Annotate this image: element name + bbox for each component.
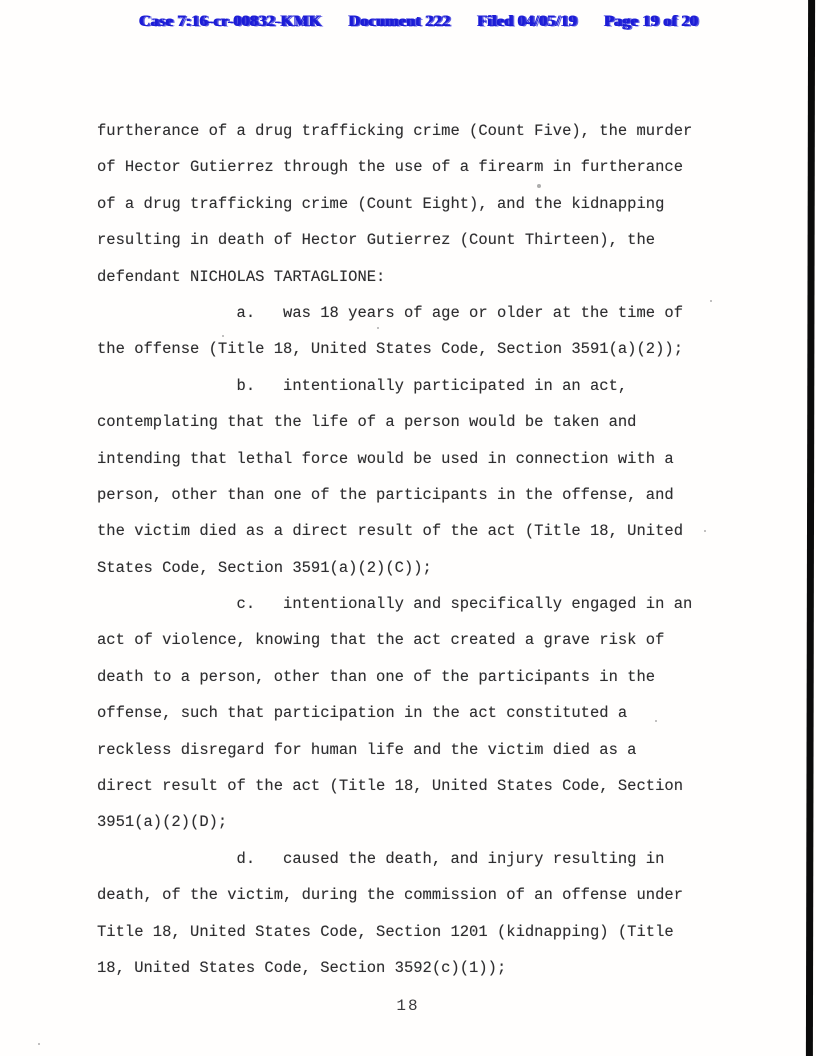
filed-date: Filed 04/05/19 (476, 13, 577, 30)
document-line: act of violence, knowing that the act created a grave risk of (97, 631, 665, 650)
document-line: resulting in death of Hector Gutierrez (Count Thirteen), the (97, 231, 656, 250)
document-line: the victim died as a direct result of the act (Title 18, United (97, 522, 683, 541)
document-line: c. intentionally and specifically engaged in an (97, 595, 693, 614)
document-line: offense, such that participation in the act constituted a (97, 704, 628, 723)
scan-speck (222, 335, 224, 337)
scan-speck (38, 1043, 40, 1045)
document-line: 18, United States Code, Section 3592(c)(1)); (97, 958, 507, 977)
document-line: death to a person, other than one of the participants in the (97, 667, 656, 686)
document-line: intending that lethal force would be used in connection with a (97, 449, 674, 468)
document-line: direct result of the act (Title 18, United States Code, Section (97, 777, 683, 796)
document-line: reckless disregard for human life and the victim died as a (97, 740, 637, 759)
document-line: States Code, Section 3591(a)(2)(C)); (97, 558, 432, 577)
document-line: the offense (Title 18, United States Code, Section 3591(a)(2)); (97, 340, 683, 359)
document-line: furtherance of a drug trafficking crime (Count Five), the murder (97, 122, 693, 140)
document-line: d. caused the death, and injury resulting in (97, 849, 665, 868)
document-line: a. was 18 years of age or older at the time of (97, 303, 683, 322)
document-line: 3951(a)(2)(D); (97, 813, 228, 832)
document-line: contemplating that the life of a person would be taken and (97, 413, 637, 432)
scan-edge-artifact (806, 0, 815, 1056)
scan-speck (655, 720, 657, 722)
document-number: Document 222 (347, 13, 450, 30)
scan-speck (704, 530, 706, 532)
document-body (97, 113, 692, 986)
scan-speck (377, 327, 379, 329)
page-info: Page 19 of 20 (603, 13, 698, 30)
document-line: death, of the victim, during the commission of an offense under (97, 886, 683, 905)
document-line: person, other than one of the participants in the offense, and (97, 485, 674, 504)
ecf-header-stamp (0, 13, 816, 31)
document-line: defendant NICHOLAS TARTAGLIONE: (97, 267, 386, 286)
scan-speck (710, 300, 712, 302)
scan-speck (537, 184, 541, 188)
document-line: Title 18, United States Code, Section 1201 (kidnapping) (Title (97, 922, 674, 941)
document-line: of a drug trafficking crime (Count Eight), and the kidnapping (97, 194, 665, 213)
case-number: Case 7:16-cr-00832-KMK (138, 13, 321, 30)
page-number: 18 (396, 997, 420, 1015)
document-line: of Hector Gutierrez through the use of a firearm in furtherance (97, 158, 683, 177)
document-line: b. intentionally participated in an act, (97, 376, 628, 395)
